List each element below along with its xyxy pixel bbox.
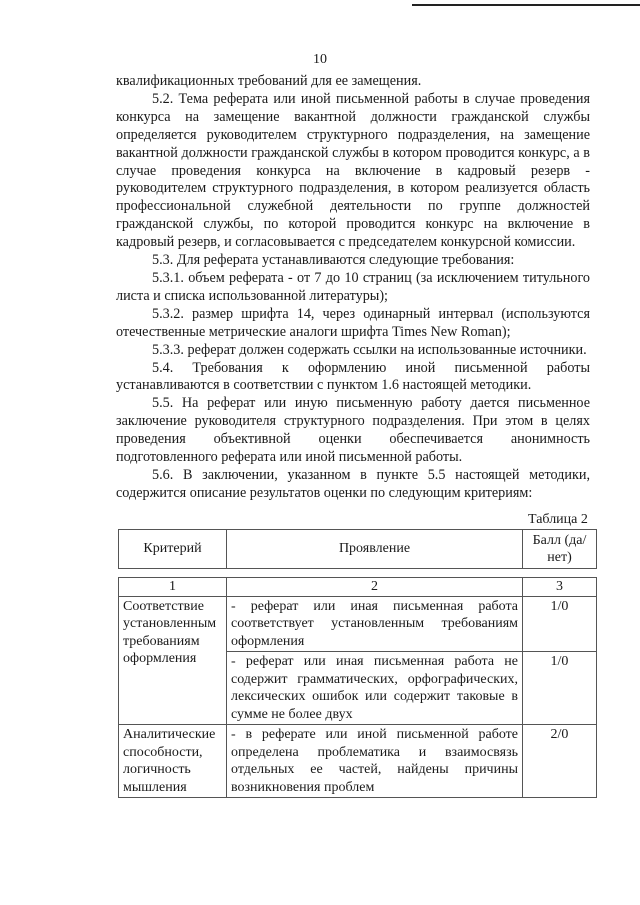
column-number-row xyxy=(119,578,597,597)
paragraph-5-3-2: 5.3.2. размер шрифта 14, через одинарный интервал (используются отечественные метрические аналоги шрифта Times New Roman); xyxy=(116,305,590,340)
column-number-3: 3 xyxy=(523,578,597,597)
row-score: 2/0 xyxy=(523,725,597,798)
column-number-2: 2 xyxy=(227,578,523,597)
paragraph-5-3: 5.3. Для реферата устанавливаются следующие требования: xyxy=(152,252,515,269)
row-criterion: Аналитические способности, логичность мышления xyxy=(119,725,227,798)
header-score: Балл (да/нет) xyxy=(523,530,597,569)
paragraph-5-5: 5.5. На реферат или иную письменную работу дается письменное заключение руководителя структурного подразделения. При этом в целях проведения объективной оценки обеспечивается анонимность подготовленного реферата или иной письменной работы. xyxy=(116,395,590,466)
table-row xyxy=(119,596,597,652)
header-manifestation: Проявление xyxy=(227,530,523,569)
paragraph-5-4: 5.4. Требования к оформлению иной письменной работы устанавливаются в соответствии с пунктом 1.6 настоящей методики. xyxy=(116,359,590,394)
table-row xyxy=(119,725,597,798)
row-score: 1/0 xyxy=(523,596,597,652)
paragraph-5-6: 5.6. В заключении, указанном в пункте 5.5 настоящей методики, содержится описание результатов оценки по следующим критериям: xyxy=(116,466,590,501)
header-criterion: Критерий xyxy=(119,530,227,569)
row-manifestation: - в реферате или иной письменной работе определена проблематика и взаимосвязь отдельных ее частей, найдены причины возникновения проблем xyxy=(227,725,523,798)
row-score: 1/0 xyxy=(523,652,597,725)
row-manifestation: - реферат или иная письменная работа не содержит грамматических, орфографических, лексических ошибок или содержит таковые в сумме не более двух xyxy=(227,652,523,725)
table-header-row xyxy=(119,530,597,569)
paragraph-5-3-1: 5.3.1. объем реферата - от 7 до 10 страниц (за исключением титульного листа и списка использованной литературы); xyxy=(116,269,590,304)
criteria-table xyxy=(118,529,597,798)
paragraph-continuation: квалификационных требований для ее замещения. xyxy=(116,73,422,89)
paragraph-5-3-3: 5.3.3. реферат должен содержать ссылки на использованные источники. xyxy=(152,341,587,358)
top-rule xyxy=(412,4,640,6)
page-number: 10 xyxy=(313,52,327,67)
table-caption: Таблица 2 xyxy=(528,512,588,527)
paragraph-5-2: 5.2. Тема реферата или иной письменной работы в случае проведения конкурса на замещение вакантной должности гражданской службы определяется руководителем структурного подразделения, на замещение вакантной должности гражданской службы в котором проводится конкурс, а в случае проведения конкурса на включение в кадровый резерв - руководителем структурного подразделения, в котором реализуется область профессиональной служебной деятельности по группе должностей гражданской службы, по которой проводится конкурс на включение в кадровый резерв, и согласовывается с председателем конкурсной комиссии. xyxy=(116,90,590,251)
column-number-1: 1 xyxy=(119,578,227,597)
body-text xyxy=(116,73,590,503)
row-manifestation: - реферат или иная письменная работа соответствует установленным требованиям оформления xyxy=(227,596,523,652)
row-criterion: Соответствие установленным требованиям оформления xyxy=(119,596,227,725)
table-spacer xyxy=(119,569,597,578)
